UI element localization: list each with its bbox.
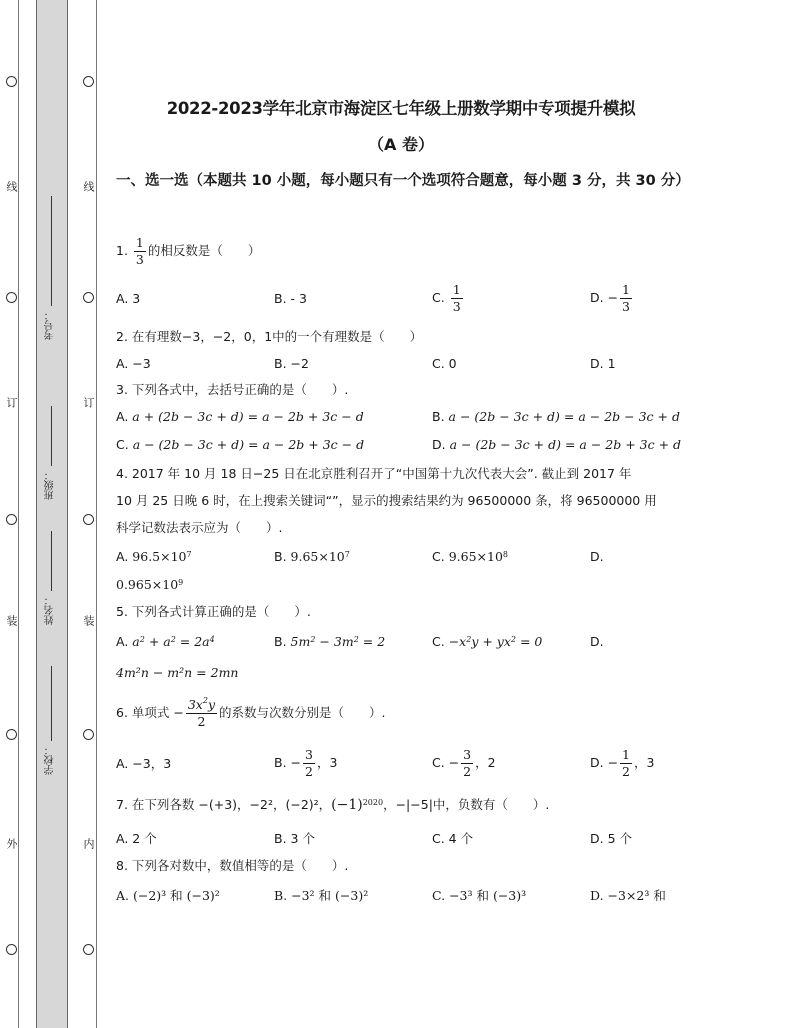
question-7 bbox=[116, 796, 549, 814]
option-d[interactable] bbox=[590, 743, 654, 783]
numerator: $3x^2y$ bbox=[187, 696, 216, 712]
question-number: 1. bbox=[116, 243, 128, 258]
margin-char: 装 bbox=[82, 615, 95, 626]
option-label: A. bbox=[116, 634, 129, 649]
option-b[interactable] bbox=[274, 548, 350, 566]
option-label: D. bbox=[432, 437, 446, 452]
question-stem: 的相反数是（ ） bbox=[147, 243, 261, 258]
binding-hole bbox=[83, 292, 94, 303]
fraction bbox=[620, 749, 632, 778]
denominator: 2 bbox=[305, 763, 313, 779]
exam-title: 2022-2023学年北京市海淀区七年级上册数学期中专项提升模拟 bbox=[166, 99, 636, 118]
option-expression: $0.965\times 10^9$ bbox=[116, 577, 184, 592]
denominator: 3 bbox=[452, 298, 461, 314]
option-label: B. − bbox=[274, 755, 301, 770]
option-expression: $a^2 + a^2 = 2a^4$ bbox=[132, 634, 215, 649]
option-d[interactable] bbox=[590, 278, 634, 318]
option-tail: ，3 bbox=[316, 755, 338, 770]
question-1 bbox=[116, 236, 260, 266]
exam-subtitle: （A 卷） bbox=[368, 135, 434, 154]
option-expression: $96.5\times 10^7$ bbox=[132, 549, 192, 564]
margin-char: 订 bbox=[82, 397, 95, 408]
numerator: 3 bbox=[305, 747, 313, 762]
option-d-value[interactable] bbox=[116, 664, 238, 682]
option-label: D. − bbox=[590, 290, 619, 305]
denominator: 3 bbox=[622, 298, 630, 314]
question-number: 6. 单项式 − bbox=[116, 705, 184, 720]
option-expression: $9.65\times 10^8$ bbox=[448, 549, 508, 564]
option-label: A. bbox=[116, 409, 129, 424]
numerator: 1 bbox=[135, 235, 144, 250]
school-label: 学校： bbox=[45, 745, 56, 775]
option-label: C. bbox=[432, 290, 445, 305]
option-d[interactable]: D. 1 bbox=[590, 356, 616, 371]
option-b[interactable] bbox=[432, 408, 680, 426]
option-a[interactable]: A. −3，3 bbox=[116, 756, 172, 771]
option-b[interactable]: B. −2 bbox=[274, 356, 309, 371]
option-tail: ，2 bbox=[475, 755, 496, 770]
question-2: 2. 在有理数−3，−2，0，1中的一个有理数是（ ） bbox=[116, 329, 423, 344]
option-tail: ，3 bbox=[634, 755, 655, 770]
fraction bbox=[303, 749, 315, 778]
option-expression: a − (2b − 3c + d) = a − 2b + 3c − d bbox=[132, 437, 365, 452]
question-4-line-1: 4. 2017 年 10 月 18 日−25 日在北京胜利召开了“中国第十九次代表大会”. 截止到 2017 年 bbox=[116, 466, 632, 481]
option-expression: $-x^2y + yx^2 = 0$ bbox=[448, 634, 543, 649]
option-expression: a − (2b − 3c + d) = a − 2b − 3c + d bbox=[448, 409, 680, 424]
option-c[interactable] bbox=[432, 633, 542, 651]
margin-char: 线 bbox=[5, 181, 18, 192]
option-d[interactable] bbox=[432, 436, 681, 454]
question-8: 8. 下列各对数中，数值相等的是（ ）. bbox=[116, 858, 349, 873]
fraction bbox=[134, 237, 146, 266]
option-d[interactable]: D. −3×2³ 和 bbox=[590, 888, 666, 903]
binding-hole bbox=[6, 292, 17, 303]
margin-char: 内 bbox=[82, 838, 95, 849]
denominator: 2 bbox=[463, 763, 472, 779]
numerator: 3 bbox=[463, 747, 472, 762]
outer-margin-line bbox=[18, 0, 19, 1028]
name-label: 姓名： bbox=[45, 595, 56, 625]
option-c[interactable] bbox=[432, 278, 465, 318]
option-d[interactable] bbox=[590, 633, 604, 651]
option-d[interactable]: D. 5 个 bbox=[590, 831, 632, 846]
fraction bbox=[620, 284, 632, 313]
power-expression: $(-1)^{2020}$ bbox=[331, 797, 384, 813]
option-c[interactable]: C. −3³ 和 (−3)³ bbox=[432, 888, 527, 903]
option-c[interactable]: C. 4 个 bbox=[432, 831, 474, 846]
option-c[interactable] bbox=[116, 436, 364, 454]
option-label: D. bbox=[590, 634, 604, 649]
binding-hole bbox=[83, 729, 94, 740]
numerator: 1 bbox=[622, 747, 630, 762]
option-label: A. bbox=[116, 549, 129, 564]
option-label: C. bbox=[432, 634, 445, 649]
class-line bbox=[51, 406, 52, 466]
option-label: D. − bbox=[590, 755, 619, 770]
margin-char: 订 bbox=[5, 397, 18, 408]
option-label: D. bbox=[590, 549, 604, 564]
numerator: 1 bbox=[622, 282, 630, 297]
option-a[interactable] bbox=[116, 408, 364, 426]
exam-number-field[interactable] bbox=[36, 190, 66, 340]
question-4-line-2: 10 月 25 日晚 6 时，在上搜索关键词“”，显示的搜索结果约为 96500000 条，将 96500000 用 bbox=[116, 493, 657, 508]
binding-hole bbox=[83, 76, 94, 87]
question-tail: ，−|−5|中，负数有（ ）. bbox=[383, 797, 550, 812]
option-d[interactable] bbox=[590, 548, 604, 566]
binding-hole bbox=[6, 76, 17, 87]
option-label: B. bbox=[274, 634, 287, 649]
binding-band bbox=[36, 0, 68, 1028]
option-label: C. bbox=[116, 437, 129, 452]
margin-char: 外 bbox=[5, 838, 18, 849]
school-line bbox=[51, 666, 52, 741]
name-line bbox=[51, 531, 52, 591]
option-a[interactable]: A. −3 bbox=[116, 356, 151, 371]
option-expression: $5m^2 - 3m^2 = 2$ bbox=[290, 634, 386, 649]
fraction bbox=[461, 749, 473, 778]
question-6 bbox=[116, 694, 386, 732]
class-label: 班级： bbox=[45, 470, 56, 500]
option-a[interactable]: A. (−2)³ 和 (−3)² bbox=[116, 888, 220, 903]
denominator: 2 bbox=[622, 763, 630, 779]
question-4-line-3: 科学记数法表示应为（ ）. bbox=[116, 520, 283, 535]
question-5: 5. 下列各式计算正确的是（ ）. bbox=[116, 604, 311, 619]
option-a[interactable] bbox=[116, 548, 192, 566]
denominator: 2 bbox=[197, 713, 206, 729]
option-a[interactable] bbox=[116, 633, 215, 651]
margin-char: 线 bbox=[82, 181, 95, 192]
exam-number-label: 考号： bbox=[45, 310, 56, 340]
option-label: B. bbox=[432, 409, 445, 424]
margin-char: 装 bbox=[5, 615, 18, 626]
binding-hole bbox=[6, 514, 17, 525]
inner-margin-line bbox=[96, 0, 97, 1028]
question-3: 3. 下列各式中，去括号正确的是（ ）. bbox=[116, 382, 349, 397]
option-label: C. − bbox=[432, 755, 460, 770]
question-head: 7. 在下列各数 −(+3)，−2²，(−2)²， bbox=[116, 797, 332, 812]
option-b[interactable]: B. −3² 和 (−3)² bbox=[274, 888, 369, 903]
numerator: 1 bbox=[452, 282, 461, 297]
binding-hole bbox=[83, 944, 94, 955]
fraction bbox=[186, 696, 217, 729]
binding-hole bbox=[83, 514, 94, 525]
option-d-value[interactable] bbox=[116, 576, 183, 594]
option-b[interactable] bbox=[274, 743, 337, 783]
name-field[interactable] bbox=[36, 525, 66, 625]
option-a[interactable]: A. 2 个 bbox=[116, 831, 157, 846]
denominator: 3 bbox=[135, 251, 144, 267]
option-c[interactable] bbox=[432, 743, 496, 783]
option-c[interactable] bbox=[432, 548, 508, 566]
question-stem: 的系数与次数分别是（ ）. bbox=[219, 705, 386, 720]
binding-hole bbox=[6, 944, 17, 955]
option-expression: a + (2b − 3c + d) = a − 2b + 3c − d bbox=[132, 409, 364, 424]
option-b[interactable]: B. 3 个 bbox=[274, 831, 315, 846]
option-label: B. bbox=[274, 549, 287, 564]
option-c[interactable]: C. 0 bbox=[432, 356, 457, 371]
option-expression: 4m²n − m²n = 2mn bbox=[116, 665, 239, 680]
section-heading: 一、选一选（本题共 10 小题，每小题只有一个选项符合题意，每小题 3 分，共 30 分） bbox=[116, 173, 690, 189]
option-expression: a − (2b − 3c + d) = a − 2b + 3c + d bbox=[449, 437, 682, 452]
class-field[interactable] bbox=[36, 400, 66, 500]
option-b[interactable]: B. - 3 bbox=[274, 291, 307, 306]
fraction bbox=[451, 284, 463, 313]
option-expression: $9.65\times 10^7$ bbox=[290, 549, 350, 564]
option-a[interactable]: A. 3 bbox=[116, 291, 141, 306]
binding-hole bbox=[6, 729, 17, 740]
exam-number-line bbox=[51, 196, 52, 306]
option-label: C. bbox=[432, 549, 445, 564]
school-field[interactable] bbox=[36, 660, 66, 775]
option-b[interactable] bbox=[274, 633, 385, 651]
